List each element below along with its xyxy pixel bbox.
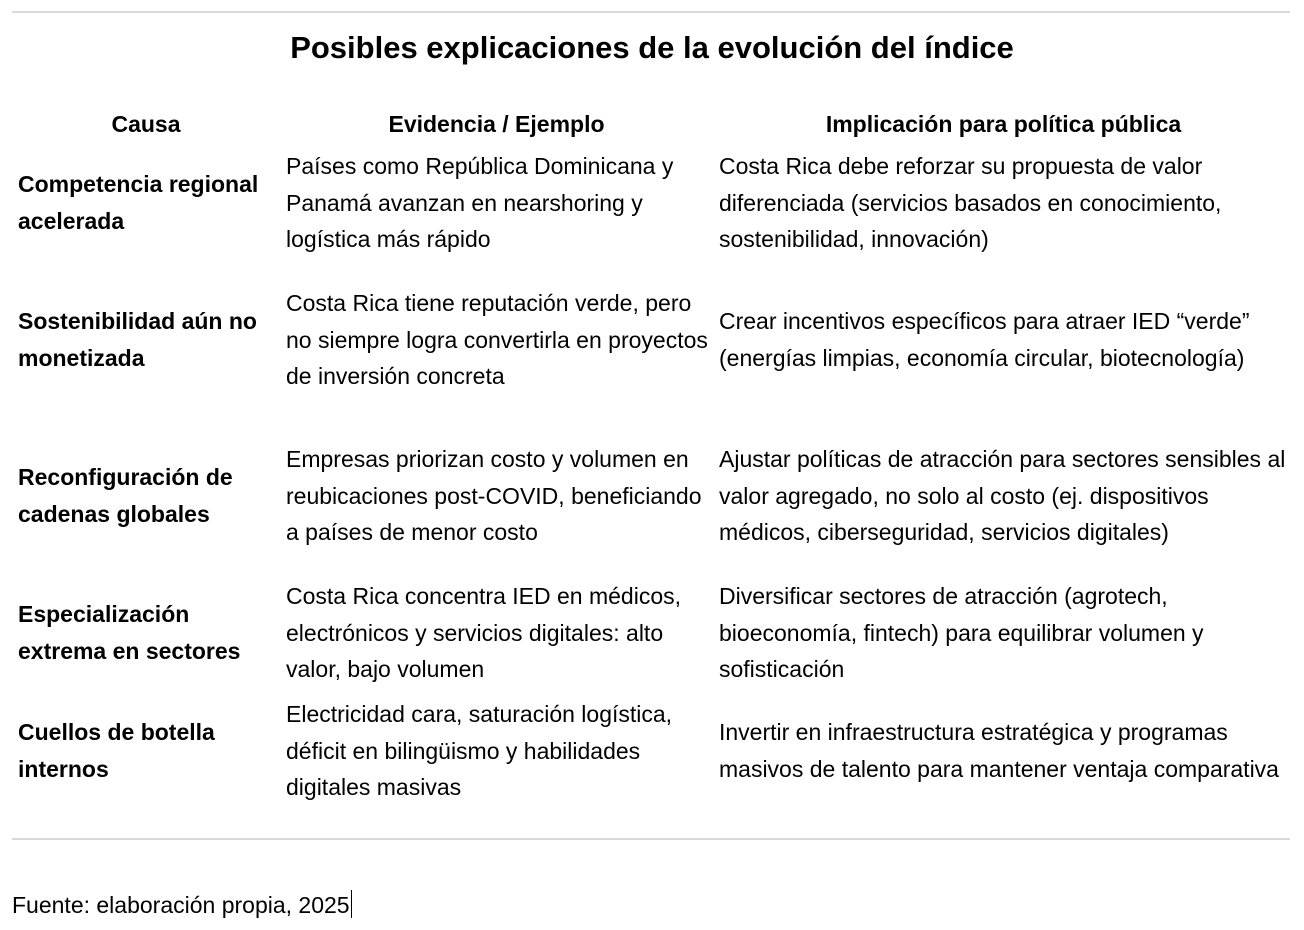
header-evidence: Evidencia / Ejemplo — [388, 110, 605, 137]
top-divider — [12, 11, 1290, 13]
header-implication: Implicación para política pública — [825, 110, 1182, 137]
evidence-cell: Costa Rica tiene reputación verde, pero no siempre logra convertirla en proyectos de inversión concreta — [286, 289, 708, 390]
table-row — [12, 420, 1294, 576]
cause-cell: Especialización extrema en sectores — [18, 601, 241, 664]
implication-cell: Crear incentivos específicos para atraer IED “verde” (energías limpias, economía circular, biotecnología) — [719, 308, 1250, 371]
causes-table — [12, 102, 1294, 812]
table-row — [12, 576, 1294, 694]
implication-cell: Ajustar políticas de atracción para sectores sensibles al valor agregado, no solo al costo (ej. dispositivos médicos, ciberseguridad, servicios digitales) — [719, 445, 1286, 546]
implication-cell: Costa Rica debe reforzar su propuesta de valor diferenciada (servicios basados en conocimiento, sostenibilidad, innovación) — [719, 152, 1222, 253]
table-row — [12, 694, 1294, 812]
cause-cell: Sostenibilidad aún no monetizada — [18, 308, 257, 371]
table-title: Posibles explicaciones de la evolución del índice — [290, 30, 1014, 65]
cause-cell: Cuellos de botella internos — [18, 719, 215, 782]
implication-cell: Invertir en infraestructura estratégica y programas masivos de talento para mantener ventaja comparativa — [719, 719, 1279, 782]
source-text[interactable]: Fuente: elaboración propia, 2025 — [12, 892, 350, 918]
source-line[interactable] — [12, 888, 352, 922]
evidence-cell: Costa Rica concentra IED en médicos, electrónicos y servicios digitales: alto valor, bajo volumen — [286, 582, 682, 683]
evidence-cell: Empresas priorizan costo y volumen en reubicaciones post-COVID, beneficiando a países de menor costo — [286, 445, 702, 546]
text-cursor — [351, 890, 352, 918]
table-row — [12, 146, 1294, 264]
implication-cell: Diversificar sectores de atracción (agrotech, bioeconomía, fintech) para equilibrar volumen y sofisticación — [719, 582, 1204, 683]
header-cause: Causa — [111, 110, 181, 137]
evidence-cell: Países como República Dominicana y Panamá avanzan en nearshoring y logística más rápido — [286, 152, 674, 253]
table-header-row — [12, 102, 1294, 146]
evidence-cell: Electricidad cara, saturación logística, déficit en bilingüismo y habilidades digitales masivas — [286, 700, 673, 801]
table-row — [12, 264, 1294, 420]
bottom-divider — [12, 838, 1290, 840]
cause-cell: Competencia regional acelerada — [18, 171, 259, 234]
cause-cell: Reconfiguración de cadenas globales — [18, 464, 233, 527]
